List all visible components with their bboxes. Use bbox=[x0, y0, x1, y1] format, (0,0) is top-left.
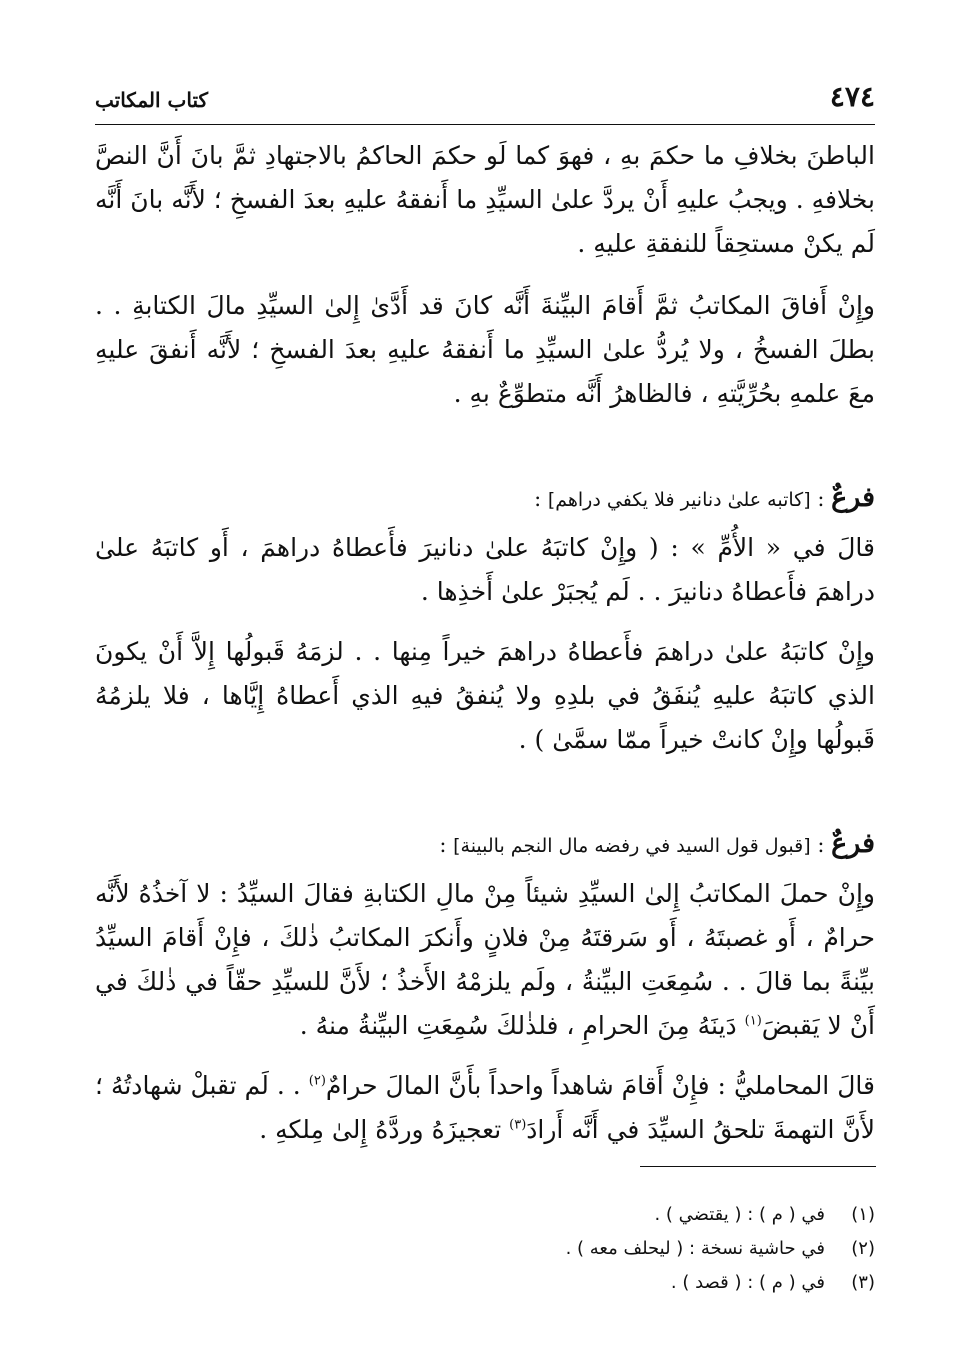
footnote-ref-1[interactable]: (١) bbox=[744, 1013, 762, 1029]
footnote-number: (٣) bbox=[851, 1272, 875, 1293]
footnote-ref-2[interactable]: (٢) bbox=[308, 1073, 326, 1089]
paragraph-3: قالَ في « الأُمِّ » : ( وإِنْ كاتبَهُ علىٰ دنانيرَ فأَعطاهُ دراهمَ ، أَو كاتبَهُ علىٰ دراهمَ فأَعطاهُ دنانيرَ . . لَم يُجبَرْ علىٰ أَخذِها . bbox=[95, 533, 875, 606]
section-end-colon: : bbox=[439, 833, 454, 857]
section-title: [كاتبه علىٰ دنانير فلا يكفي دراهم] bbox=[547, 489, 811, 511]
paragraph-5 bbox=[95, 872, 875, 1048]
paragraph-5-text-a: وإِنْ حملَ المكاتبُ إِلىٰ السيِّدِ شيئاً مِنْ مالِ الكتابةِ فقالَ السيِّدُ : لا آخذُهُ لأَنَّه حرامٌ ، أَو غصبتَهُ ، أَو سَرقتَهُ مِنْ فلانٍ وأَنكرَ المكاتبُ ذٰلكَ ، فإِنْ أَقامَ السيِّدُ بيِّنةً بما قالَ . . سُمِعَتِ البيِّنةُ ، ولَم يلزمْهُ الأَخذُ ؛ لأَنَّ للسيِّدِ حقّاً في ذٰلكَ في أَنْ لا يَقبضَ bbox=[95, 879, 875, 1040]
footnote-text: في ( م ) : ( قصد ) . bbox=[670, 1272, 825, 1293]
footnotes bbox=[95, 1198, 875, 1300]
section-label: فرعٌ bbox=[831, 828, 875, 859]
paragraph-4: وإِنْ كاتبَهُ علىٰ دراهمَ فأَعطاهُ دراهمَ خيراً مِنها . . لزمَهُ قَبولُها إِلاَّ أَنْ يكونَ الذي كاتبَهُ عليهِ يُنفَقُ في بلدِهِ ولا يُنفقُ فيهِ الذي أَعطاهُ إِيَّاها ، فلا يلزمُهُ قَبولُها وإِنْ كانتْ خيراً ممّا سمَّىٰ ) . bbox=[95, 637, 875, 754]
footnote-3 bbox=[95, 1266, 875, 1300]
section-end-colon: : bbox=[534, 487, 548, 511]
paragraph-6 bbox=[95, 1064, 875, 1152]
section-label: فرعٌ bbox=[831, 482, 875, 513]
paragraph-6-text-a: قالَ المحامليُّ : فإِنْ أَقامَ شاهداً واحداً بأَنَّ المالَ حرامٌ bbox=[325, 1071, 875, 1100]
section-colon: : bbox=[810, 487, 832, 511]
paragraph-1: الباطنَ بخلافِ ما حكمَ بهِ ، فهوَ كما لَو حكمَ الحاكمُ بالاجتهادِ ثمَّ بانَ أَنَّ النصَّ بخلافهِ . ويجبُ عليهِ أَنْ يردَّ علىٰ السيِّدِ ما أَنفقهُ عليهِ بعدَ الفسخِ ؛ لأَنَّه بانَ أَنَّه لَم يكنْ مستحِقاً للنفقةِ عليهِ . bbox=[95, 141, 875, 258]
section-title: [قبول قول السيد في رفضه مال النجم بالبينة] bbox=[453, 835, 811, 857]
footnote-2 bbox=[95, 1232, 875, 1266]
footnote-text: في حاشية نسخة : ( ليحلف معه ) . bbox=[565, 1238, 825, 1259]
section-colon: : bbox=[810, 833, 832, 857]
footnote-text: في ( م ) : ( يقتضي ) . bbox=[654, 1204, 825, 1225]
footnote-ref-3[interactable]: (٣) bbox=[509, 1117, 527, 1133]
section-heading-2 bbox=[95, 824, 875, 866]
paragraph-6-text-b: . . لَم تقبلْ شهادتُهُ ؛ لأَنَّ التهمةَ تلحقُ السيِّدَ في أَنَّه أَرادَ bbox=[95, 1071, 875, 1144]
page-header bbox=[95, 80, 875, 124]
main-text bbox=[95, 128, 875, 1152]
paragraph-6-text-c: تعجيزَهُ وردَّهُ إِلىٰ مِلكهِ . bbox=[259, 1115, 510, 1144]
header-rule bbox=[95, 124, 875, 125]
footnote-1 bbox=[95, 1198, 875, 1232]
paragraph-5-text-b: دَينَهُ مِنَ الحرامِ ، فلذٰلكَ سُمِعَتِ البيِّنةُ منهُ . bbox=[299, 1011, 745, 1040]
footnote-number: (٢) bbox=[851, 1238, 875, 1259]
footnote-rule bbox=[640, 1166, 876, 1167]
footnote-number: (١) bbox=[851, 1204, 875, 1225]
paragraph-2: وإِنْ أَفاقَ المكاتبُ ثمَّ أَقامَ البيِّنةَ أَنَّه كانَ قد أَدَّىٰ إِلىٰ السيِّدِ مالَ الكتابةِ . . بطلَ الفسخُ ، ولا يُردُّ علىٰ السيِّدِ ما أَنفقهُ عليهِ بعدَ الفسخِ ؛ لأَنَّه أَنفقَ عليهِ معَ علمهِ بحُرِّيَّتهِ ، فالظاهرُ أَنَّه متطوِّعٌ بهِ . bbox=[95, 291, 875, 408]
page-number: ٤٧٤ bbox=[829, 80, 875, 113]
running-title: كتاب المكاتب bbox=[95, 88, 208, 112]
section-heading-1 bbox=[95, 478, 875, 520]
